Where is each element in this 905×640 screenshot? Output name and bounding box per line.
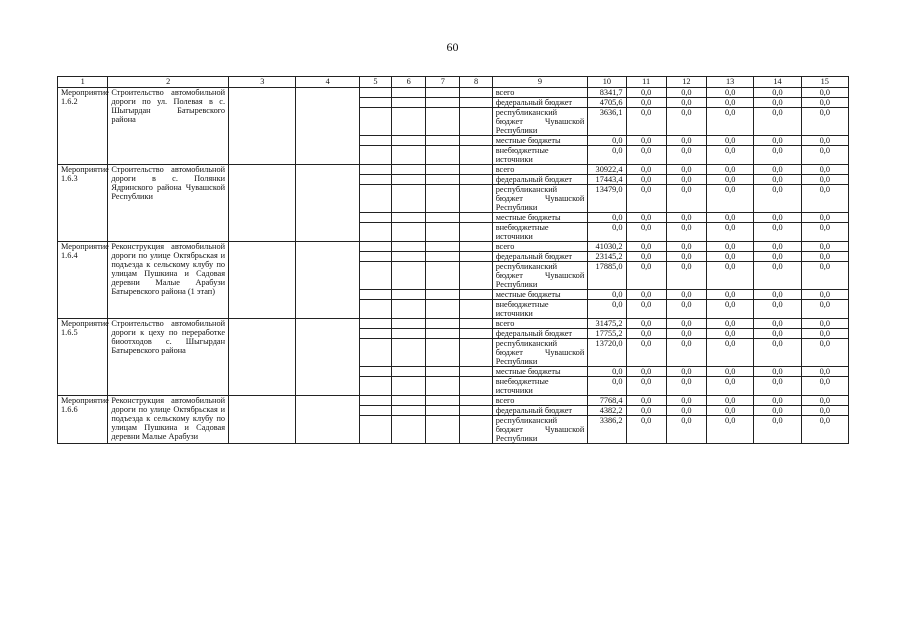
empty-cell xyxy=(426,175,460,185)
empty-cell xyxy=(359,262,391,290)
amount-c13: 0,0 xyxy=(707,88,754,98)
event-code: Мероприятие 1.6.4 xyxy=(58,242,108,319)
column-header: 9 xyxy=(492,77,588,88)
amount-c11: 0,0 xyxy=(626,329,666,339)
amount-c14: 0,0 xyxy=(754,108,801,136)
empty-cell xyxy=(392,108,426,136)
amount-c15: 0,0 xyxy=(801,377,848,396)
empty-cell xyxy=(392,262,426,290)
empty-cell xyxy=(359,223,391,242)
amount-c13: 0,0 xyxy=(707,175,754,185)
amount-c13: 0,0 xyxy=(707,262,754,290)
amount-c15: 0,0 xyxy=(801,329,848,339)
event-code: Мероприятие 1.6.6 xyxy=(58,396,108,444)
empty-cell xyxy=(296,165,359,242)
amount-c14: 0,0 xyxy=(754,165,801,175)
empty-cell xyxy=(460,213,492,223)
amount-col-10: 17755,2 xyxy=(588,329,626,339)
empty-cell xyxy=(229,396,296,444)
funding-source: федеральный бюджет xyxy=(492,175,588,185)
amount-c12: 0,0 xyxy=(666,300,706,319)
column-header: 12 xyxy=(666,77,706,88)
empty-cell xyxy=(392,88,426,98)
amount-c11: 0,0 xyxy=(626,416,666,444)
empty-cell xyxy=(392,242,426,252)
amount-c11: 0,0 xyxy=(626,262,666,290)
empty-cell xyxy=(426,377,460,396)
amount-c12: 0,0 xyxy=(666,175,706,185)
amount-c12: 0,0 xyxy=(666,319,706,329)
amount-c14: 0,0 xyxy=(754,339,801,367)
amount-col-10: 13479,0 xyxy=(588,185,626,213)
amount-col-10: 17885,0 xyxy=(588,262,626,290)
empty-cell xyxy=(359,213,391,223)
empty-cell xyxy=(392,406,426,416)
amount-c15: 0,0 xyxy=(801,175,848,185)
amount-c13: 0,0 xyxy=(707,377,754,396)
empty-cell xyxy=(392,319,426,329)
empty-cell xyxy=(392,213,426,223)
table-row xyxy=(58,242,849,252)
empty-cell xyxy=(426,300,460,319)
empty-cell xyxy=(460,300,492,319)
funding-source: республиканский бюджет Чувашской Республики xyxy=(492,416,588,444)
amount-col-10: 4705,6 xyxy=(588,98,626,108)
amount-col-10: 0,0 xyxy=(588,300,626,319)
empty-cell xyxy=(426,223,460,242)
amount-col-10: 41030,2 xyxy=(588,242,626,252)
amount-col-10: 17443,4 xyxy=(588,175,626,185)
funding-source: всего xyxy=(492,165,588,175)
event-name: Строительство автомобильной дороги по ул. Полевая в с. Шыгырдан Батыревского района xyxy=(108,88,229,165)
column-number-row xyxy=(58,77,849,88)
empty-cell xyxy=(460,98,492,108)
event-code: Мероприятие 1.6.2 xyxy=(58,88,108,165)
amount-c13: 0,0 xyxy=(707,290,754,300)
amount-c13: 0,0 xyxy=(707,339,754,367)
amount-c15: 0,0 xyxy=(801,242,848,252)
amount-c13: 0,0 xyxy=(707,319,754,329)
amount-col-10: 3386,2 xyxy=(588,416,626,444)
empty-cell xyxy=(426,242,460,252)
empty-cell xyxy=(426,262,460,290)
empty-cell xyxy=(359,377,391,396)
amount-c15: 0,0 xyxy=(801,406,848,416)
empty-cell xyxy=(392,290,426,300)
empty-cell xyxy=(359,252,391,262)
event-name: Строительство автомобильной дороги в с. Полянки Ядринского района Чувашской Республики xyxy=(108,165,229,242)
amount-c11: 0,0 xyxy=(626,396,666,406)
funding-source: федеральный бюджет xyxy=(492,329,588,339)
amount-c12: 0,0 xyxy=(666,88,706,98)
amount-c12: 0,0 xyxy=(666,242,706,252)
column-header: 10 xyxy=(588,77,626,88)
amount-c13: 0,0 xyxy=(707,136,754,146)
funding-source: внебюджетные источники xyxy=(492,146,588,165)
funding-source: местные бюджеты xyxy=(492,213,588,223)
amount-c11: 0,0 xyxy=(626,300,666,319)
amount-col-10: 0,0 xyxy=(588,377,626,396)
empty-cell xyxy=(460,262,492,290)
empty-cell xyxy=(392,165,426,175)
empty-cell xyxy=(460,377,492,396)
amount-col-10: 0,0 xyxy=(588,213,626,223)
empty-cell xyxy=(460,175,492,185)
funding-source: всего xyxy=(492,396,588,406)
empty-cell xyxy=(426,319,460,329)
amount-c15: 0,0 xyxy=(801,262,848,290)
empty-cell xyxy=(392,146,426,165)
amount-c13: 0,0 xyxy=(707,108,754,136)
column-header: 7 xyxy=(426,77,460,88)
amount-c13: 0,0 xyxy=(707,329,754,339)
amount-c12: 0,0 xyxy=(666,108,706,136)
empty-cell xyxy=(460,88,492,98)
empty-cell xyxy=(359,242,391,252)
amount-c12: 0,0 xyxy=(666,339,706,367)
amount-c15: 0,0 xyxy=(801,290,848,300)
funding-source: всего xyxy=(492,88,588,98)
amount-c15: 0,0 xyxy=(801,319,848,329)
amount-c15: 0,0 xyxy=(801,108,848,136)
empty-cell xyxy=(392,367,426,377)
amount-col-10: 0,0 xyxy=(588,290,626,300)
empty-cell xyxy=(426,98,460,108)
amount-c12: 0,0 xyxy=(666,252,706,262)
column-header: 4 xyxy=(296,77,359,88)
empty-cell xyxy=(460,290,492,300)
amount-c11: 0,0 xyxy=(626,136,666,146)
column-header: 15 xyxy=(801,77,848,88)
amount-c11: 0,0 xyxy=(626,108,666,136)
amount-c11: 0,0 xyxy=(626,406,666,416)
amount-c12: 0,0 xyxy=(666,185,706,213)
empty-cell xyxy=(392,175,426,185)
empty-cell xyxy=(426,406,460,416)
empty-cell xyxy=(460,329,492,339)
empty-cell xyxy=(392,252,426,262)
empty-cell xyxy=(359,367,391,377)
funding-source: всего xyxy=(492,242,588,252)
amount-c13: 0,0 xyxy=(707,165,754,175)
empty-cell xyxy=(392,396,426,406)
amount-c12: 0,0 xyxy=(666,367,706,377)
empty-cell xyxy=(359,136,391,146)
empty-cell xyxy=(296,396,359,444)
empty-cell xyxy=(460,165,492,175)
amount-c15: 0,0 xyxy=(801,88,848,98)
empty-cell xyxy=(392,136,426,146)
amount-c15: 0,0 xyxy=(801,252,848,262)
amount-c14: 0,0 xyxy=(754,416,801,444)
empty-cell xyxy=(460,108,492,136)
empty-cell xyxy=(426,185,460,213)
amount-col-10: 23145,2 xyxy=(588,252,626,262)
page-number: 60 xyxy=(446,40,459,54)
empty-cell xyxy=(460,406,492,416)
empty-cell xyxy=(359,290,391,300)
empty-cell xyxy=(359,319,391,329)
amount-c11: 0,0 xyxy=(626,252,666,262)
funding-source: республиканский бюджет Чувашской Республики xyxy=(492,185,588,213)
table-row xyxy=(58,165,849,175)
funding-source: всего xyxy=(492,319,588,329)
amount-c14: 0,0 xyxy=(754,329,801,339)
amount-c15: 0,0 xyxy=(801,396,848,406)
amount-c13: 0,0 xyxy=(707,98,754,108)
amount-c13: 0,0 xyxy=(707,367,754,377)
amount-c11: 0,0 xyxy=(626,377,666,396)
column-header: 14 xyxy=(754,77,801,88)
empty-cell xyxy=(460,242,492,252)
amount-c12: 0,0 xyxy=(666,136,706,146)
amount-c14: 0,0 xyxy=(754,252,801,262)
amount-c11: 0,0 xyxy=(626,98,666,108)
funding-source: федеральный бюджет xyxy=(492,98,588,108)
amount-c15: 0,0 xyxy=(801,300,848,319)
empty-cell xyxy=(392,377,426,396)
empty-cell xyxy=(426,213,460,223)
funding-source: республиканский бюджет Чувашской Республики xyxy=(492,262,588,290)
empty-cell xyxy=(426,416,460,444)
amount-c13: 0,0 xyxy=(707,396,754,406)
amount-c12: 0,0 xyxy=(666,223,706,242)
column-header: 1 xyxy=(58,77,108,88)
amount-c15: 0,0 xyxy=(801,416,848,444)
table-row xyxy=(58,88,849,98)
amount-c15: 0,0 xyxy=(801,146,848,165)
empty-cell xyxy=(229,319,296,396)
empty-cell xyxy=(426,290,460,300)
empty-cell xyxy=(359,406,391,416)
funding-source: республиканский бюджет Чувашской Республики xyxy=(492,339,588,367)
amount-c14: 0,0 xyxy=(754,377,801,396)
amount-c11: 0,0 xyxy=(626,242,666,252)
amount-c14: 0,0 xyxy=(754,88,801,98)
column-header: 5 xyxy=(359,77,391,88)
empty-cell xyxy=(359,416,391,444)
amount-col-10: 0,0 xyxy=(588,136,626,146)
amount-col-10: 31475,2 xyxy=(588,319,626,329)
empty-cell xyxy=(392,223,426,242)
empty-cell xyxy=(296,88,359,165)
empty-cell xyxy=(359,146,391,165)
table-row xyxy=(58,396,849,406)
empty-cell xyxy=(296,319,359,396)
funding-source: федеральный бюджет xyxy=(492,252,588,262)
amount-col-10: 30922,4 xyxy=(588,165,626,175)
amount-c15: 0,0 xyxy=(801,213,848,223)
empty-cell xyxy=(359,329,391,339)
empty-cell xyxy=(460,339,492,367)
amount-c13: 0,0 xyxy=(707,213,754,223)
amount-c11: 0,0 xyxy=(626,146,666,165)
amount-c11: 0,0 xyxy=(626,165,666,175)
amount-c12: 0,0 xyxy=(666,165,706,175)
event-name: Строительство автомобильной дороги к цеху по переработке биоотходов с. Шыгырдан Батыревского района xyxy=(108,319,229,396)
empty-cell xyxy=(359,300,391,319)
funding-source: внебюджетные источники xyxy=(492,223,588,242)
empty-cell xyxy=(426,146,460,165)
empty-cell xyxy=(392,416,426,444)
event-name: Реконструкция автомобильной дороги по улице Октябрьская и подъезда к сельскому клубу по улицам Пушкина и Садовая деревни Малые Арабузи Батыревского района (1 этап) xyxy=(108,242,229,319)
amount-c12: 0,0 xyxy=(666,146,706,165)
table-body xyxy=(58,88,849,444)
amount-c15: 0,0 xyxy=(801,367,848,377)
amount-c13: 0,0 xyxy=(707,252,754,262)
funding-source: внебюджетные источники xyxy=(492,300,588,319)
amount-c15: 0,0 xyxy=(801,136,848,146)
empty-cell xyxy=(359,88,391,98)
empty-cell xyxy=(426,252,460,262)
empty-cell xyxy=(426,136,460,146)
amount-c11: 0,0 xyxy=(626,290,666,300)
amount-c12: 0,0 xyxy=(666,406,706,416)
empty-cell xyxy=(426,108,460,136)
amount-c15: 0,0 xyxy=(801,165,848,175)
amount-c14: 0,0 xyxy=(754,242,801,252)
empty-cell xyxy=(460,396,492,406)
amount-c14: 0,0 xyxy=(754,136,801,146)
amount-c13: 0,0 xyxy=(707,242,754,252)
amount-col-10: 8341,7 xyxy=(588,88,626,98)
empty-cell xyxy=(392,300,426,319)
empty-cell xyxy=(460,223,492,242)
empty-cell xyxy=(392,329,426,339)
empty-cell xyxy=(460,185,492,213)
budget-table xyxy=(57,76,849,444)
amount-c14: 0,0 xyxy=(754,290,801,300)
empty-cell xyxy=(426,396,460,406)
amount-c12: 0,0 xyxy=(666,262,706,290)
amount-col-10: 7768,4 xyxy=(588,396,626,406)
amount-c15: 0,0 xyxy=(801,223,848,242)
funding-source: федеральный бюджет xyxy=(492,406,588,416)
amount-c12: 0,0 xyxy=(666,329,706,339)
amount-col-10: 0,0 xyxy=(588,223,626,242)
empty-cell xyxy=(359,339,391,367)
amount-col-10: 3636,1 xyxy=(588,108,626,136)
amount-c14: 0,0 xyxy=(754,146,801,165)
amount-c11: 0,0 xyxy=(626,213,666,223)
amount-col-10: 0,0 xyxy=(588,146,626,165)
empty-cell xyxy=(359,175,391,185)
empty-cell xyxy=(359,108,391,136)
amount-c14: 0,0 xyxy=(754,175,801,185)
amount-c12: 0,0 xyxy=(666,396,706,406)
event-code: Мероприятие 1.6.5 xyxy=(58,319,108,396)
amount-c13: 0,0 xyxy=(707,223,754,242)
empty-cell xyxy=(460,367,492,377)
amount-c11: 0,0 xyxy=(626,223,666,242)
amount-c12: 0,0 xyxy=(666,416,706,444)
amount-c11: 0,0 xyxy=(626,339,666,367)
column-header: 2 xyxy=(108,77,229,88)
empty-cell xyxy=(392,185,426,213)
empty-cell xyxy=(426,165,460,175)
amount-c14: 0,0 xyxy=(754,300,801,319)
amount-c11: 0,0 xyxy=(626,367,666,377)
amount-c14: 0,0 xyxy=(754,319,801,329)
amount-c14: 0,0 xyxy=(754,213,801,223)
empty-cell xyxy=(460,416,492,444)
empty-cell xyxy=(392,98,426,108)
empty-cell xyxy=(359,98,391,108)
amount-col-10: 0,0 xyxy=(588,367,626,377)
empty-cell xyxy=(229,88,296,165)
amount-c13: 0,0 xyxy=(707,146,754,165)
amount-c15: 0,0 xyxy=(801,185,848,213)
empty-cell xyxy=(460,252,492,262)
column-header: 3 xyxy=(229,77,296,88)
empty-cell xyxy=(229,242,296,319)
amount-c12: 0,0 xyxy=(666,98,706,108)
amount-c12: 0,0 xyxy=(666,377,706,396)
amount-c14: 0,0 xyxy=(754,223,801,242)
amount-c14: 0,0 xyxy=(754,367,801,377)
column-header: 8 xyxy=(460,77,492,88)
empty-cell xyxy=(359,185,391,213)
funding-source: местные бюджеты xyxy=(492,367,588,377)
amount-c11: 0,0 xyxy=(626,175,666,185)
empty-cell xyxy=(460,319,492,329)
funding-source: местные бюджеты xyxy=(492,136,588,146)
empty-cell xyxy=(426,88,460,98)
amount-c11: 0,0 xyxy=(626,88,666,98)
amount-col-10: 13720,0 xyxy=(588,339,626,367)
amount-c14: 0,0 xyxy=(754,406,801,416)
amount-col-10: 4382,2 xyxy=(588,406,626,416)
amount-c12: 0,0 xyxy=(666,213,706,223)
amount-c14: 0,0 xyxy=(754,262,801,290)
amount-c14: 0,0 xyxy=(754,98,801,108)
amount-c14: 0,0 xyxy=(754,396,801,406)
amount-c13: 0,0 xyxy=(707,185,754,213)
funding-source: республиканский бюджет Чувашской Республики xyxy=(492,108,588,136)
empty-cell xyxy=(460,136,492,146)
amount-c13: 0,0 xyxy=(707,406,754,416)
empty-cell xyxy=(426,367,460,377)
column-header: 11 xyxy=(626,77,666,88)
amount-c15: 0,0 xyxy=(801,339,848,367)
empty-cell xyxy=(426,339,460,367)
empty-cell xyxy=(426,329,460,339)
column-header: 13 xyxy=(707,77,754,88)
empty-cell xyxy=(392,339,426,367)
empty-cell xyxy=(296,242,359,319)
amount-c13: 0,0 xyxy=(707,416,754,444)
amount-c14: 0,0 xyxy=(754,185,801,213)
amount-c15: 0,0 xyxy=(801,98,848,108)
amount-c13: 0,0 xyxy=(707,300,754,319)
funding-source: внебюджетные источники xyxy=(492,377,588,396)
empty-cell xyxy=(229,165,296,242)
empty-cell xyxy=(359,396,391,406)
table-row xyxy=(58,319,849,329)
empty-cell xyxy=(359,165,391,175)
amount-c12: 0,0 xyxy=(666,290,706,300)
event-code: Мероприятие 1.6.3 xyxy=(58,165,108,242)
event-name: Реконструкция автомобильной дороги по улице Октябрьская и подъезда к сельскому клубу по улицам Пушкина и Садовая деревни Малые Арабузи xyxy=(108,396,229,444)
empty-cell xyxy=(460,146,492,165)
amount-c11: 0,0 xyxy=(626,319,666,329)
column-header: 6 xyxy=(392,77,426,88)
amount-c11: 0,0 xyxy=(626,185,666,213)
funding-source: местные бюджеты xyxy=(492,290,588,300)
